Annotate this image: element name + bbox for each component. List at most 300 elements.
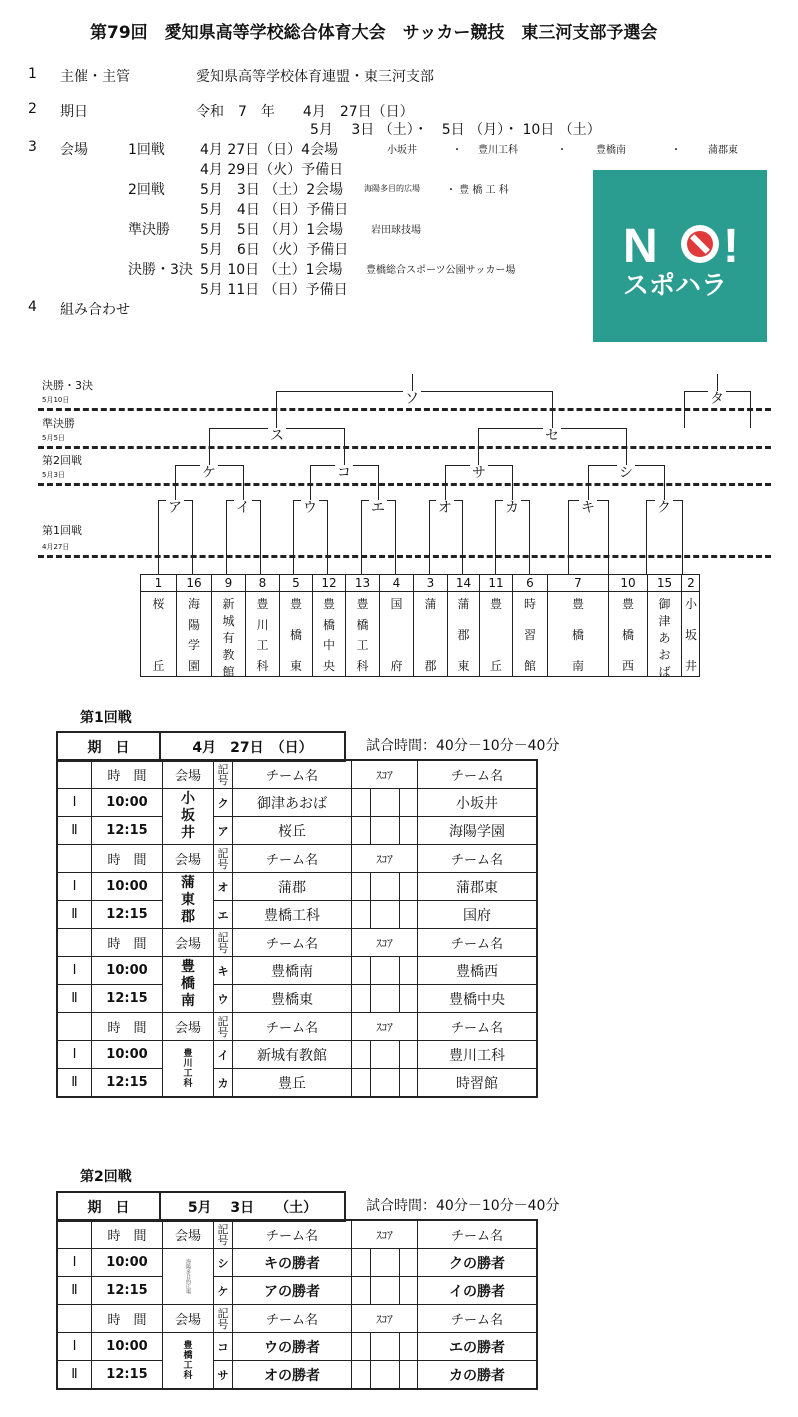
team-left: キの勝者 — [233, 1249, 352, 1277]
bracket-mark-o: オ — [438, 500, 452, 516]
venue-char: 小 — [181, 791, 195, 807]
seed-team-char: 海 — [187, 597, 200, 611]
venue-label: 会場 — [60, 142, 88, 158]
seed-team-char: あ — [658, 631, 671, 645]
game-number: Ⅱ — [57, 817, 92, 845]
game-number: Ⅱ — [57, 1361, 92, 1390]
match-mark: ケ — [214, 1277, 233, 1305]
team-header: チーム名 — [233, 929, 352, 957]
seed-team-char: 工 — [356, 638, 369, 653]
bracket-label: 組み合わせ — [60, 302, 130, 318]
match-mark: カ — [214, 1069, 233, 1098]
kigo-header — [214, 1013, 233, 1041]
score-cell — [352, 1249, 418, 1277]
score-box — [370, 1333, 400, 1360]
round1-date: 4月 27日 （日） — [160, 732, 345, 761]
logo-exclaim: ! — [723, 220, 739, 273]
no-header — [57, 760, 92, 789]
venue-cell — [163, 789, 214, 845]
table-header-row — [57, 1220, 537, 1249]
divider-final — [38, 408, 771, 411]
no-header — [57, 1220, 92, 1249]
team-header: チーム名 — [418, 929, 538, 957]
venue-place: ・ 豊 橋 工 科 — [446, 185, 509, 196]
game-number: Ⅰ — [57, 789, 92, 817]
score-cell — [352, 985, 418, 1013]
bracket-mark-e: エ — [371, 500, 385, 516]
team-right: 国府 — [418, 901, 538, 929]
game-time: 12:15 — [92, 1069, 163, 1098]
seed-team-name — [141, 595, 176, 674]
match-mark: キ — [214, 957, 233, 985]
game-time: 10:00 — [92, 789, 163, 817]
team-left: ウの勝者 — [233, 1333, 352, 1361]
match-mark: エ — [214, 901, 233, 929]
team-header: チーム名 — [233, 1220, 352, 1249]
round-date-semi: 5月5日 — [42, 434, 65, 442]
round2-date-label: 期 日 — [57, 1192, 160, 1221]
venue-char: 工 — [183, 1068, 193, 1079]
score-cell — [352, 957, 418, 985]
seed-team-char: 有 — [222, 631, 235, 645]
round1-match-time: 試合時間：40分－10分－40分 — [366, 738, 560, 754]
venue-char: 郡 — [181, 909, 195, 925]
score-header: ｽｺｱ — [352, 845, 418, 873]
team-header: チーム名 — [418, 845, 538, 873]
game-time: 10:00 — [92, 1333, 163, 1361]
round-label-semi: 準決勝 — [42, 417, 75, 430]
seed-number: 8 — [246, 575, 279, 592]
team-header: チーム名 — [233, 1305, 352, 1333]
score-box — [370, 873, 400, 900]
seed-team-char: 橋 — [356, 617, 369, 632]
dates-value-1: 令和 7 年 4月 27日（日） — [196, 104, 414, 120]
score-box — [370, 1361, 400, 1388]
team-header: チーム名 — [418, 1220, 538, 1249]
round-date-1st: 4月27日 — [42, 543, 70, 551]
kigo-header-char: 号 — [217, 1317, 229, 1331]
team-left: 豊橋南 — [233, 957, 352, 985]
seed-team-name — [648, 595, 681, 679]
seed-team-char: 御 — [658, 597, 671, 611]
team-left: 豊橋東 — [233, 985, 352, 1013]
score-box — [370, 901, 400, 928]
round2-date: 5月 3日 （土） — [160, 1192, 345, 1221]
table-row — [57, 985, 537, 1013]
match-mark: シ — [214, 1249, 233, 1277]
bracket-mark-ki: キ — [581, 500, 595, 516]
bracket-mark-shi: シ — [619, 465, 633, 481]
seed-number: 11 — [480, 575, 512, 592]
game-time: 10:00 — [92, 873, 163, 901]
info-num-1: 1 — [28, 66, 37, 82]
seed-team-name — [609, 595, 647, 674]
game-number: Ⅱ — [57, 985, 92, 1013]
seed-team-name — [380, 595, 413, 674]
bracket-mark-ku: ク — [657, 500, 671, 516]
seed-team-char: 東 — [457, 659, 470, 673]
score-box — [370, 1249, 400, 1276]
team-right: エの勝者 — [418, 1333, 538, 1361]
seed-team-char: 豊 — [322, 597, 335, 611]
seed-team-name — [548, 595, 608, 674]
page-title: 第79回 愛知県高等学校総合体育大会 サッカー競技 東三河支部予選会 — [90, 23, 658, 43]
venue-cell — [163, 873, 214, 929]
seed-cell — [681, 575, 700, 676]
seed-cell — [245, 575, 279, 676]
seed-cell — [345, 575, 379, 676]
game-time: 12:15 — [92, 817, 163, 845]
score-cell — [352, 873, 418, 901]
venue-header: 会場 — [163, 1220, 214, 1249]
team-left: 御津あおば — [233, 789, 352, 817]
score-cell — [352, 1041, 418, 1069]
seed-cell — [176, 575, 211, 676]
no-header — [57, 1305, 92, 1333]
seed-number: 16 — [177, 575, 211, 592]
seed-team-char: 丘 — [489, 659, 502, 673]
bracket-mark-so: ソ — [405, 391, 419, 407]
score-cell — [352, 901, 418, 929]
game-time: 10:00 — [92, 957, 163, 985]
venue-place: 岩田球技場 — [371, 225, 421, 236]
seed-team-char: 時 — [523, 597, 536, 611]
venue-round-1: 1回戦 — [128, 142, 165, 158]
info-num-3: 3 — [28, 139, 37, 155]
seed-number: 10 — [609, 575, 647, 592]
seed-team-name — [212, 595, 245, 679]
table-row — [57, 1361, 537, 1390]
round-date-2nd: 5月3日 — [42, 471, 65, 479]
seed-team-char: 習 — [523, 628, 536, 642]
score-cell — [352, 1069, 418, 1098]
seed-number: 5 — [280, 575, 312, 592]
match-mark: ク — [214, 789, 233, 817]
venue-round-1-reserve: 4月 29日（火）予備日 — [200, 162, 344, 178]
seed-team-name — [246, 595, 279, 674]
seed-team-char: 豊 — [621, 597, 634, 611]
seed-team-char: お — [658, 648, 671, 662]
score-cell — [352, 1361, 418, 1390]
bracket-mark-su: ス — [270, 428, 284, 444]
seed-team-name — [448, 595, 479, 674]
bracket-mark-sa: サ — [472, 465, 486, 481]
game-number: Ⅱ — [57, 1069, 92, 1098]
seed-team-name — [513, 595, 547, 674]
team-header: チーム名 — [418, 1013, 538, 1041]
seed-team-char: 丘 — [152, 659, 165, 673]
game-number: Ⅱ — [57, 1277, 92, 1305]
organizer-value: 愛知県高等学校体育連盟・東三河支部 — [196, 69, 434, 85]
seed-cell — [608, 575, 647, 676]
team-left: 豊橋工科 — [233, 901, 352, 929]
seed-table — [140, 574, 700, 677]
match-mark: ア — [214, 817, 233, 845]
game-time: 10:00 — [92, 1041, 163, 1069]
score-header: ｽｺｱ — [352, 760, 418, 789]
venue-sep: ・ — [671, 145, 681, 156]
venue-char: 科 — [183, 1370, 193, 1381]
seed-team-char: 府 — [390, 659, 403, 673]
seed-team-char: 館 — [222, 665, 235, 679]
seed-team-char: 城 — [222, 614, 235, 628]
kigo-header — [214, 760, 233, 789]
venue-char: 東 — [181, 892, 195, 908]
venue-char: 豊 — [183, 1048, 193, 1059]
seed-team-char: 蒲 — [424, 597, 437, 611]
logo-n: N — [623, 220, 658, 273]
seed-team-char: 川 — [256, 617, 269, 632]
seed-team-char: 豊 — [356, 597, 369, 611]
seed-number: 13 — [346, 575, 379, 592]
venue-semifinal: 準決勝 — [128, 222, 170, 238]
seed-cell — [447, 575, 479, 676]
seed-team-char: 南 — [571, 659, 584, 673]
bracket-mark-ke: ケ — [202, 465, 216, 481]
team-left: 新城有教館 — [233, 1041, 352, 1069]
info-num-2: 2 — [28, 101, 37, 117]
round-date-final: 5月10日 — [42, 396, 70, 404]
kigo-header-char: 号 — [217, 773, 229, 787]
seed-team-name — [280, 595, 312, 674]
team-header: チーム名 — [418, 760, 538, 789]
seed-cell — [512, 575, 547, 676]
team-right: 豊橋西 — [418, 957, 538, 985]
seed-team-char: 豊 — [256, 597, 269, 611]
team-right: 小坂井 — [418, 789, 538, 817]
seed-number: 14 — [448, 575, 479, 592]
seed-team-char: 西 — [621, 659, 634, 673]
game-time: 12:15 — [92, 1277, 163, 1305]
time-header: 時 間 — [92, 929, 163, 957]
venue-char: 科 — [183, 1078, 193, 1089]
score-header: ｽｺｱ — [352, 929, 418, 957]
venue-char: 豊 — [181, 959, 195, 975]
seed-team-char: 橋 — [289, 628, 302, 642]
score-cell — [352, 1277, 418, 1305]
venue-cell — [163, 1041, 214, 1098]
seed-cell — [312, 575, 345, 676]
round1-date-label: 期 日 — [57, 732, 160, 761]
round2-schedule-table — [56, 1219, 538, 1390]
seed-team-name — [480, 595, 512, 674]
venue-round-1-date: 4月 27日（日）4会場 — [200, 142, 339, 158]
seed-team-char: 新 — [222, 597, 235, 611]
seed-team-char: 豊 — [489, 597, 502, 611]
kigo-header-char: 号 — [217, 857, 229, 871]
team-header: チーム名 — [418, 1305, 538, 1333]
game-time: 10:00 — [92, 1249, 163, 1277]
seed-team-char: 豊 — [571, 597, 584, 611]
team-right: クの勝者 — [418, 1249, 538, 1277]
team-right: カの勝者 — [418, 1361, 538, 1390]
bracket-mark-ta: タ — [710, 391, 724, 407]
divider-2nd — [38, 483, 771, 486]
team-right: 豊川工科 — [418, 1041, 538, 1069]
time-header: 時 間 — [92, 1305, 163, 1333]
team-left: 蒲郡 — [233, 873, 352, 901]
game-number: Ⅰ — [57, 873, 92, 901]
bracket-mark-se: セ — [545, 428, 559, 444]
logo-text: スポハラ — [623, 271, 728, 301]
kigo-header — [214, 929, 233, 957]
bracket-mark-i: イ — [236, 500, 250, 516]
kigo-header-char: 号 — [217, 941, 229, 955]
score-box — [370, 1041, 400, 1068]
venue-place: 豊川工科 — [478, 145, 518, 156]
seed-team-char: 園 — [187, 658, 200, 673]
venue-place: 海陽多目的広場 — [364, 184, 420, 193]
seed-team-char: 郡 — [457, 628, 470, 642]
seed-number: 9 — [212, 575, 245, 592]
match-mark: コ — [214, 1333, 233, 1361]
bracket-mark-a: ア — [168, 500, 182, 516]
time-header: 時 間 — [92, 760, 163, 789]
no-header — [57, 1013, 92, 1041]
table-row — [57, 817, 537, 845]
no-sports-harassment-logo — [593, 170, 767, 342]
table-row — [57, 957, 537, 985]
venue-char: 工 — [183, 1360, 193, 1371]
kigo-header-char: 記 — [217, 1014, 229, 1028]
venue-cell — [163, 957, 214, 1013]
match-mark: イ — [214, 1041, 233, 1069]
venue-header: 会場 — [163, 845, 214, 873]
venue-final: 決勝・3決 — [128, 262, 193, 278]
seed-team-char: 教 — [222, 648, 235, 662]
kigo-header — [214, 845, 233, 873]
divider-1st — [38, 555, 771, 558]
bracket-mark-ko: コ — [337, 465, 351, 481]
team-header: チーム名 — [233, 760, 352, 789]
venue-place: 豊橋南 — [596, 145, 626, 156]
match-mark: オ — [214, 873, 233, 901]
seed-cell — [279, 575, 312, 676]
kigo-header — [214, 1220, 233, 1249]
seed-cell — [413, 575, 447, 676]
seed-team-char: 橋 — [322, 617, 335, 632]
round1-schedule-table — [56, 759, 538, 1098]
kigo-header-char: 記 — [217, 1222, 229, 1236]
no-header — [57, 929, 92, 957]
seed-team-char: 小 — [684, 597, 697, 611]
score-header: ｽｺｱ — [352, 1013, 418, 1041]
bracket-mark-u: ウ — [303, 500, 317, 516]
time-header: 時 間 — [92, 1220, 163, 1249]
no-header — [57, 845, 92, 873]
score-box — [370, 789, 400, 816]
game-number: Ⅱ — [57, 901, 92, 929]
seed-team-char: ば — [658, 665, 671, 679]
organizer-label: 主催・主管 — [60, 69, 130, 85]
seed-cell — [211, 575, 245, 679]
score-header: ｽｺｱ — [352, 1220, 418, 1249]
table-row — [57, 873, 537, 901]
seed-team-char: 橋 — [621, 628, 634, 642]
seed-cell — [547, 575, 608, 676]
venue-sep: ・ — [557, 145, 567, 156]
game-number: Ⅰ — [57, 1249, 92, 1277]
seed-cell — [379, 575, 413, 676]
seed-team-char: 郡 — [424, 659, 437, 673]
table-row — [57, 1277, 537, 1305]
dates-label: 期日 — [60, 104, 88, 120]
round1-date-table — [56, 731, 346, 762]
game-time: 12:15 — [92, 985, 163, 1013]
score-box — [370, 985, 400, 1012]
venue-char: 井 — [181, 825, 195, 841]
game-number: Ⅰ — [57, 1041, 92, 1069]
seed-team-char: 津 — [658, 614, 671, 628]
bracket-mark-ka: カ — [505, 500, 519, 516]
venue-char: 橋 — [181, 976, 195, 992]
seed-team-char: 桜 — [152, 597, 165, 611]
venue-char: 坂 — [181, 808, 195, 824]
venue-place: 小坂井 — [387, 145, 417, 156]
seed-cell — [647, 575, 681, 679]
venue-char: 豊 — [183, 1340, 193, 1351]
seed-number: 2 — [682, 575, 700, 592]
venue-char: 川 — [183, 1058, 193, 1069]
venue-round-2-reserve: 5月 4日 （日）予備日 — [200, 202, 349, 218]
info-num-4: 4 — [28, 299, 37, 315]
round1-title: 第1回戦 — [80, 710, 132, 726]
seed-cell — [141, 575, 176, 676]
venue-final-date: 5月 10日 （土）1会場 — [200, 262, 343, 278]
round-label-1st: 第1回戦 — [42, 524, 82, 537]
kigo-header-char: 記 — [217, 1306, 229, 1320]
team-right: 豊橋中央 — [418, 985, 538, 1013]
venue-header: 会場 — [163, 1305, 214, 1333]
round2-match-time: 試合時間：40分－10分－40分 — [366, 1198, 560, 1214]
kigo-header-char: 記 — [217, 930, 229, 944]
kigo-header-char: 記 — [217, 762, 229, 776]
score-box — [370, 817, 400, 844]
table-header-row — [57, 760, 537, 789]
seed-number: 3 — [414, 575, 447, 592]
divider-semi — [38, 446, 771, 449]
venue-round-2: 2回戦 — [128, 182, 165, 198]
venue-name-small: 海陽多目的広場 — [185, 1259, 191, 1294]
seed-team-char: 央 — [322, 658, 335, 673]
seed-team-char: 中 — [322, 638, 335, 653]
kigo-header-char: 記 — [217, 846, 229, 860]
seed-team-char: 井 — [684, 659, 697, 673]
seed-number: 15 — [648, 575, 681, 592]
venue-char: 蒲 — [181, 875, 195, 891]
table-header-row — [57, 845, 537, 873]
venue-header: 会場 — [163, 760, 214, 789]
seed-team-name — [177, 595, 211, 674]
venue-round-2-date: 5月 3日 （土）2会場 — [200, 182, 344, 198]
venue-cell — [163, 1249, 214, 1305]
seed-team-name — [313, 595, 345, 674]
score-header: ｽｺｱ — [352, 1305, 418, 1333]
kigo-header-char: 号 — [217, 1233, 229, 1247]
venue-final-reserve: 5月 11日 （日）予備日 — [200, 282, 348, 298]
seed-number: 7 — [548, 575, 608, 592]
venue-header: 会場 — [163, 929, 214, 957]
game-time: 12:15 — [92, 901, 163, 929]
score-box — [370, 957, 400, 984]
seed-number: 1 — [141, 575, 176, 592]
seed-team-char: 橋 — [571, 628, 584, 642]
team-right: 蒲郡東 — [418, 873, 538, 901]
score-box — [370, 1069, 400, 1096]
match-mark: サ — [214, 1361, 233, 1390]
table-header-row — [57, 929, 537, 957]
venue-sep: ・ — [452, 145, 462, 156]
